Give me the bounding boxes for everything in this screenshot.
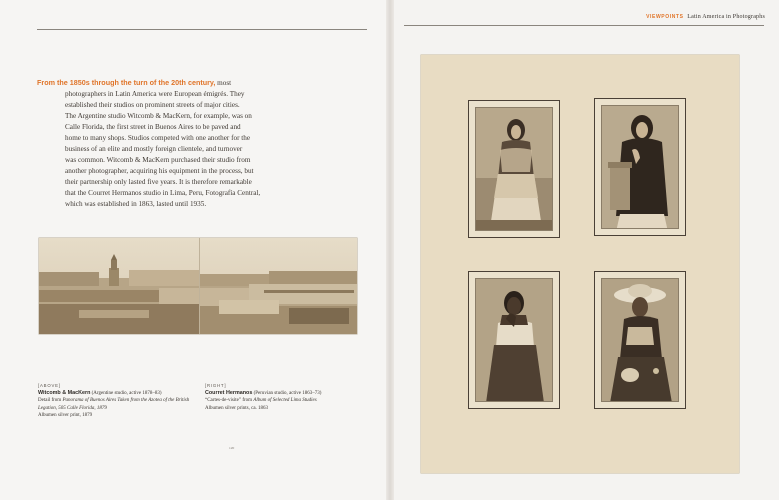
body-paragraph (37, 77, 297, 210)
header-kicker: VIEWPOINTS (646, 14, 684, 20)
body-line: home to many shops. Studios competed with one another for the (65, 134, 251, 142)
panorama-image (39, 238, 357, 334)
panorama-seam (199, 238, 200, 334)
body-line: was common. Witcomb & MacKern purchased their studio from (65, 156, 251, 164)
caption-detail-title: Panorama of Buenos Aires Taken from the Azotea of the British Legation, 505 Calle Florida, 1879 (38, 398, 190, 411)
caption-studio-note: (Peruvian studio, active 1863–73) (252, 390, 322, 396)
header-section: Latin America in Photographs (687, 14, 765, 20)
caption-right (205, 382, 380, 412)
portrait-image (601, 278, 679, 402)
body-line: business of an elite and mostly foreign clientele, and turnover (65, 145, 243, 153)
body-line: photographers in Latin America were European émigrés. They (65, 90, 245, 98)
body-line: established their studios on prominent streets of major cities. (65, 101, 240, 109)
portrait-image (475, 278, 553, 402)
caption-tag: [ABOVE] (38, 383, 61, 388)
header-rule (404, 25, 764, 26)
caption-studio-name: Courret Hermanos (205, 389, 253, 396)
lead-in-text: From the 1850s through the turn of the 20th century, (37, 78, 216, 87)
portrait-image (475, 107, 553, 231)
body-line: which was established in 1863, lasted until 1935. (65, 200, 207, 208)
caption-album-title: Album of Selected Lima Studies (253, 398, 317, 404)
carte-de-visite-photo (468, 100, 560, 238)
caption-above (38, 382, 208, 420)
carte-de-visite-photo (468, 271, 560, 409)
body-line: Calle Florida, the first street in Buenos Aires to be paved and (65, 123, 241, 131)
buenos-aires-panorama-photo (39, 238, 357, 334)
caption-detail-prefix: Detail from (38, 398, 63, 404)
body-line: their partnership only lasted five years. It is therefore remarkable (65, 178, 252, 186)
caption-line-prefix: “Cartes-de-visite” from (205, 398, 254, 404)
caption-studio-name: Witcomb & MacKern (38, 389, 91, 396)
body-line: another photographer, acquiring his equipment in the process, but (65, 167, 254, 175)
caption-medium: Albumen silver prints, ca. 1863 (205, 405, 269, 411)
caption-medium: Albumen silver print, 1879 (38, 413, 93, 419)
running-header (646, 14, 765, 20)
caption-studio-note: (Argentine studio, active 1878–83) (90, 390, 162, 396)
caption-tag: [RIGHT] (205, 383, 227, 388)
portrait-image (601, 105, 679, 229)
carte-de-visite-photo (594, 98, 686, 236)
carte-de-visite-photo (594, 271, 686, 409)
body-line: The Argentine studio Witcomb & MacKern, for example, was on (65, 112, 252, 120)
body-line: most (217, 79, 232, 87)
left-page-rule (37, 29, 367, 30)
body-line: that the Courret Hermanos studio in Lima, Peru, Fotografía Central, (65, 189, 261, 197)
page-number: 120 (229, 446, 235, 450)
book-gutter (386, 0, 394, 500)
